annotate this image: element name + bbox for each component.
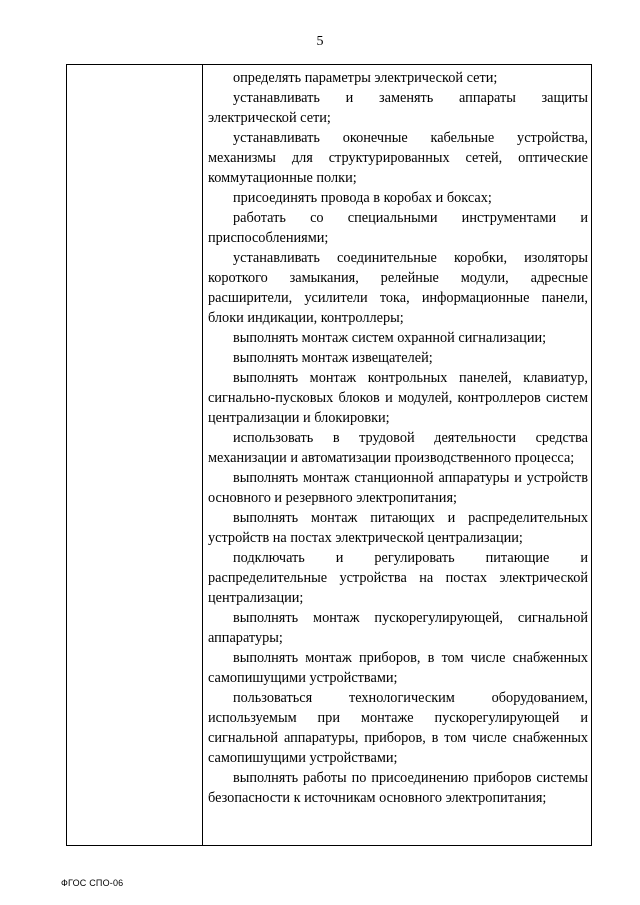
skill-item: выполнять монтаж пускорегулирующей, сигнальной аппаратуры; xyxy=(208,610,588,646)
skill-item: определять параметры электрической сети; xyxy=(233,70,498,86)
skill-item: устанавливать оконечные кабельные устройства, механизмы для структурированных сетей, оптические коммутационные полки; xyxy=(208,130,588,186)
skill-item: пользоваться технологическим оборудованием, используемым при монтаже пускорегулирующей и сигнальной аппаратуры, приборов, в том числе снабженных самопишущими устройствами; xyxy=(208,690,588,766)
skills-table xyxy=(66,64,592,846)
skill-item: присоединять провода в коробах и боксах; xyxy=(233,190,492,206)
skill-item: выполнять монтаж систем охранной сигнализации; xyxy=(233,330,547,346)
skill-item: использовать в трудовой деятельности средства механизации и автоматизации производственного процесса; xyxy=(208,430,588,466)
skill-item: выполнять работы по присоединению приборов системы безопасности к источникам основного электропитания; xyxy=(208,770,588,806)
skill-item: подключать и регулировать питающие и распределительные устройства на постах электрической централизации; xyxy=(208,550,588,606)
skill-item: устанавливать и заменять аппараты защиты электрической сети; xyxy=(208,90,588,126)
skill-item: устанавливать соединительные коробки, изоляторы короткого замыкания, релейные модули, адресные расширители, усилители тока, информационные панели, блоки индикации, контроллеры; xyxy=(208,250,588,326)
skill-item: выполнять монтаж извещателей; xyxy=(233,350,433,366)
skill-item: выполнять монтаж приборов, в том числе снабженных самопишущими устройствами; xyxy=(208,650,588,686)
skill-item: выполнять монтаж контрольных панелей, клавиатур, сигнально-пусковых блоков и модулей, контроллеров систем централизации и блокировки; xyxy=(208,370,588,426)
document-footer: ФГОС СПО-06 xyxy=(61,878,124,888)
skill-item: выполнять монтаж питающих и распределительных устройств на постах электрической централизации; xyxy=(208,510,588,546)
skills-cell xyxy=(208,68,588,808)
page-number: 5 xyxy=(316,34,324,49)
column-divider xyxy=(202,65,203,845)
skill-item: выполнять монтаж станционной аппаратуры и устройств основного и резервного электропитания; xyxy=(208,470,588,506)
skill-item: работать со специальными инструментами и приспособлениями; xyxy=(208,210,588,246)
